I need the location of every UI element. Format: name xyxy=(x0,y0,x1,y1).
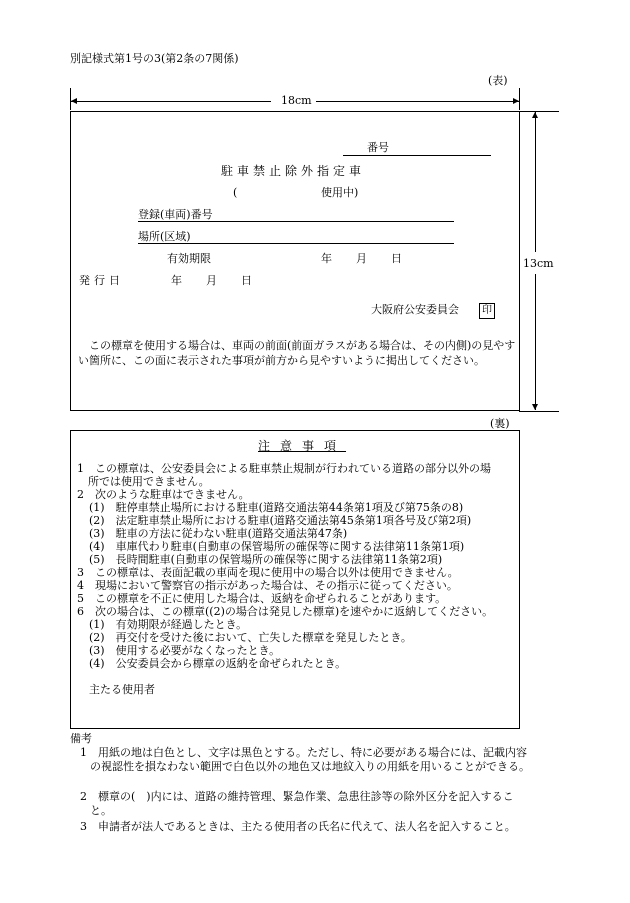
back-card xyxy=(70,430,520,729)
height-dim-top-tick xyxy=(519,111,559,112)
width-dim-label: 18cm xyxy=(281,94,312,107)
caution-line: (5) 長時間駐車(自動車の保管場所の確保等に関する法律第11条第2項) xyxy=(89,553,443,566)
width-dim-right-tick xyxy=(519,88,520,110)
issue-year: 年 xyxy=(171,274,182,287)
validity-label: 有効期限 xyxy=(167,252,211,265)
caution-line: 4 現場において警察官の指示があった場合は、その指示に従ってください。 xyxy=(77,579,458,592)
caution-line: 1 この標章は、公安委員会による駐車禁止規制が行われている道路の部分以外の場 xyxy=(77,462,491,475)
caution-line: (2) 再交付を受けた後において、亡失した標章を発見したとき。 xyxy=(89,631,412,644)
caution-line: 5 この標章を不正に使用した場合は、返納を命ぜられることがあります。 xyxy=(77,592,447,605)
card-title: 駐車禁止除外指定車 xyxy=(221,164,366,178)
front-card xyxy=(70,111,520,411)
number-underline xyxy=(343,155,491,156)
caution-line: 6 次の場合は、この標章((2)の場合は発見した標章)を速やかに返納してください。 xyxy=(77,605,494,618)
front-side-label: (表) xyxy=(488,74,508,87)
place-underline xyxy=(138,243,454,244)
remarks-heading: 備考 xyxy=(70,732,92,745)
remark-item: 1 用紙の地は白色とし、文字は黒色とする。ただし、特に必要がある場合には、記載内容の視認性を損なわない範囲で白色以外の地色又は地紋入りの用紙を用いることができる。 xyxy=(80,746,530,773)
arrow-right-icon xyxy=(513,98,519,104)
place-label: 場所(区域) xyxy=(138,230,191,243)
registration-label: 登録(車両)番号 xyxy=(138,208,213,221)
caution-line: 2 次のような駐車はできません。 xyxy=(77,488,250,501)
registration-underline xyxy=(138,221,454,222)
validity-day: 日 xyxy=(391,252,402,265)
back-side-label: (裏) xyxy=(490,417,510,430)
height-dim-label: 13cm xyxy=(523,257,554,270)
paren-open: ( xyxy=(233,186,238,199)
validity-month: 月 xyxy=(356,252,367,265)
height-dim-bottom-tick xyxy=(519,411,559,412)
main-user-label: 主たる使用者 xyxy=(89,683,155,696)
seal-stamp: 印 xyxy=(479,303,495,319)
caution-line: (1) 駐停車禁止場所における駐車(道路交通法第44条第1項及び第75条の8) xyxy=(89,501,464,514)
caution-line: (2) 法定駐車禁止場所における駐車(道路交通法第45条第1項各号及び第2項) xyxy=(89,514,472,527)
caution-line: (1) 有効期限が経過したとき。 xyxy=(89,618,248,631)
remark-item: 3 申請者が法人であるときは、主たる使用者の氏名に代えて、法人名を記入すること。 xyxy=(80,820,516,833)
width-dim-line-left xyxy=(71,101,271,102)
arrow-down-icon xyxy=(532,404,538,410)
issue-day: 日 xyxy=(241,274,252,287)
back-title: 注意事項 xyxy=(258,439,347,453)
form-title: 別記様式第1号の3(第2条の7関係) xyxy=(70,52,239,65)
height-dim-line-top xyxy=(535,112,536,252)
caution-line: 所では使用できません。 xyxy=(77,475,210,488)
validity-year: 年 xyxy=(321,252,332,265)
remark-item: 2 標章の( )内には、道路の維持管理、緊急作業、急患往診等の除外区分を記入すること。 xyxy=(80,790,514,817)
caution-line: (4) 車庫代わり駐車(自動車の保管場所の確保等に関する法律第11条第1項) xyxy=(89,540,465,553)
caution-line: 3 この標章は、表面記載の車両を現に使用中の場合以外は使用できません。 xyxy=(77,566,459,579)
issue-label: 発行日 xyxy=(79,274,124,287)
issue-month: 月 xyxy=(206,274,217,287)
number-label: 番号 xyxy=(367,141,389,154)
caution-line: (3) 駐車の方法に従わない駐車(道路交通法第47条) xyxy=(89,527,348,540)
height-dim-line-bottom xyxy=(535,274,536,410)
caution-line: (3) 使用する必要がなくなったとき。 xyxy=(89,644,281,657)
arrow-left-icon xyxy=(71,98,77,104)
arrow-up-icon xyxy=(532,112,538,118)
caution-line: (4) 公安委員会から標章の返納を命ぜられたとき。 xyxy=(89,657,347,670)
issuer-name: 大阪府公安委員会 xyxy=(371,303,459,316)
front-notice: この標章を使用する場合は、車両の前面(前面ガラスがある場合は、その内側)の見やすい箇所に、この面に表示された事項が前方から見やすいように掲出してください。 xyxy=(78,339,516,367)
usage-label: 使用中) xyxy=(321,186,359,199)
width-dim-line-right xyxy=(316,101,519,102)
